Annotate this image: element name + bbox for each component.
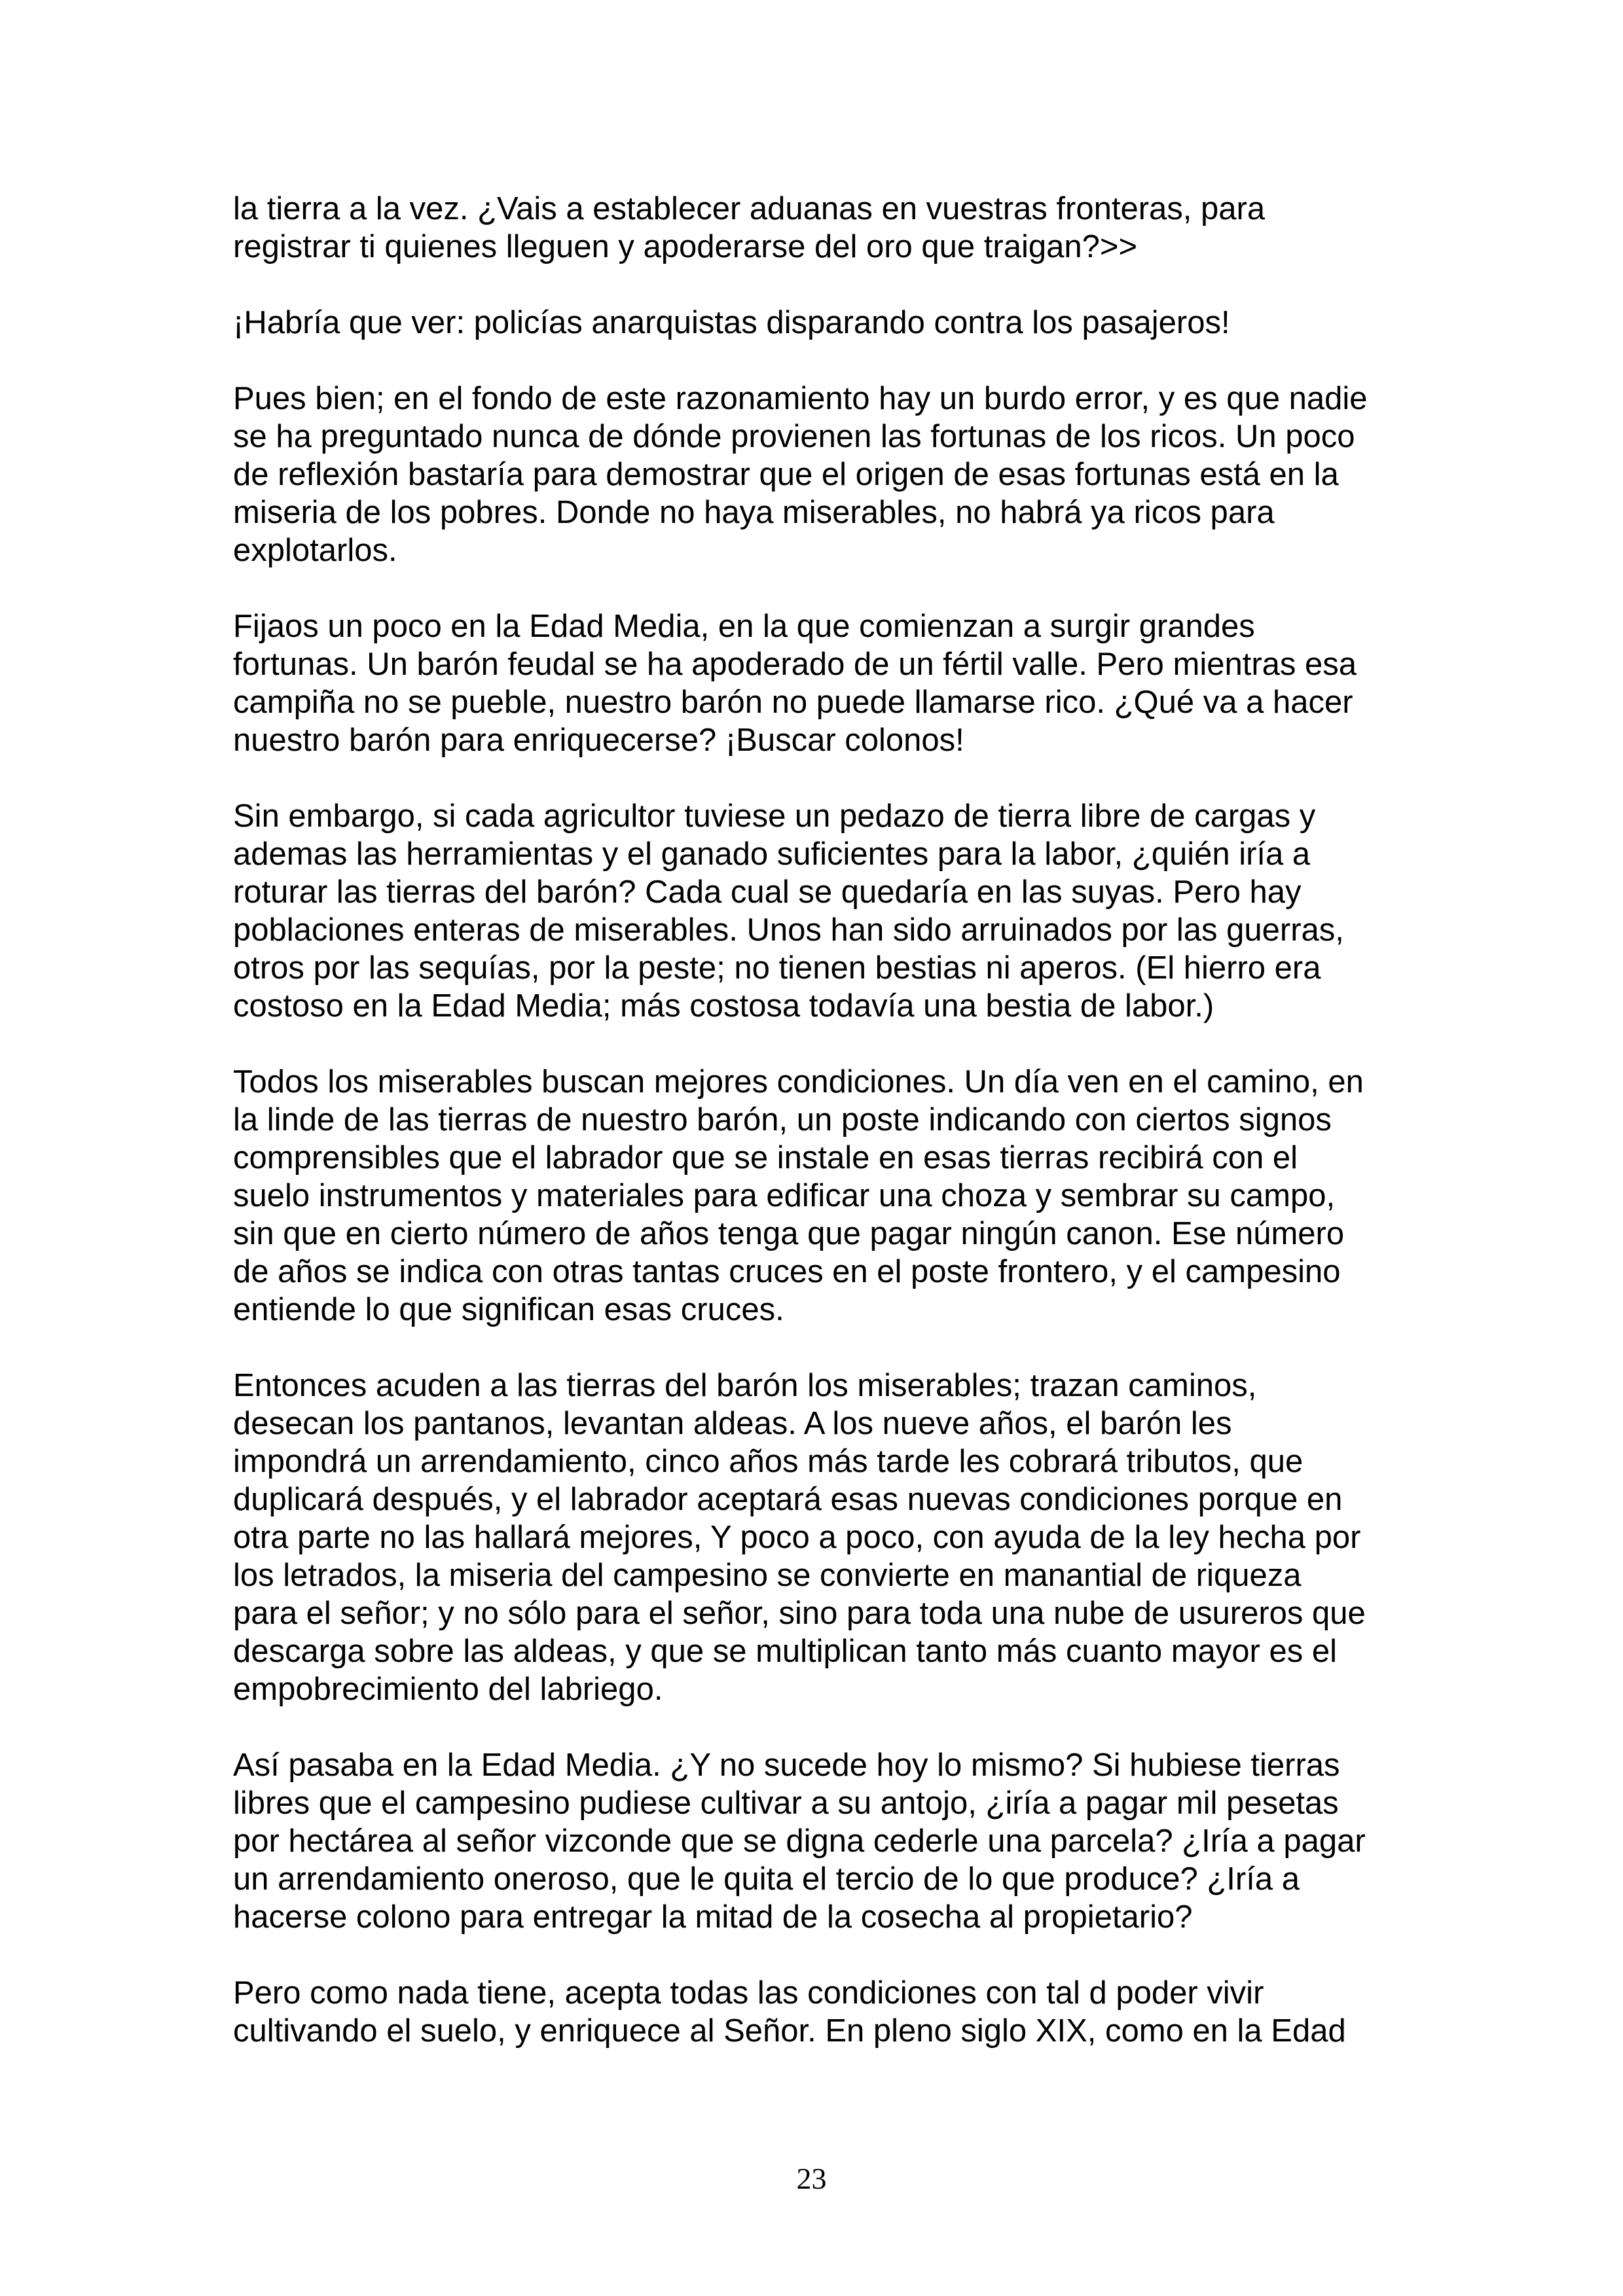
text-line: un arrendamiento oneroso, que le quita el tercio de lo que produce? ¿Iría a [233, 1861, 1300, 1897]
text-line: Pero como nada tiene, acepta todas las condiciones con tal d poder vivir [233, 1975, 1264, 2011]
text-line: registrar ti quienes lleguen y apoderarse del oro que traigan?>> [233, 229, 1138, 264]
text-line: Todos los miserables buscan mejores condiciones. Un día ven en el camino, en [233, 1064, 1364, 1100]
text-line: suelo instrumentos y materiales para edificar una choza y sembrar su campo, [233, 1178, 1336, 1213]
text-line: Pues bien; en el fondo de este razonamiento hay un burdo error, y es que nadie [233, 381, 1368, 416]
text-line: comprensibles que el labrador que se instale en esas tierras recibirá con el [233, 1140, 1298, 1175]
text-line: por hectárea al señor vizconde que se digna cederle una parcela? ¿Iría a pagar [233, 1823, 1366, 1859]
text-line: ademas las herramientas y el ganado suficientes para la labor, ¿quién iría a [233, 836, 1311, 872]
paragraph [233, 1974, 1405, 2050]
body-text [233, 190, 1405, 2088]
text-line: impondrá un arrendamiento, cinco años más tarde les cobrará tributos, que [233, 1444, 1304, 1479]
paragraph [233, 304, 1405, 342]
text-line: la linde de las tierras de nuestro barón, un poste indicando con ciertos signos [233, 1102, 1332, 1138]
text-line: roturar las tierras del barón? Cada cual se quedaría en las suyas. Pero hay [233, 874, 1302, 910]
paragraph [233, 380, 1405, 569]
text-line: libres que el campesino pudiese cultivar a su antojo, ¿iría a pagar mil pesetas [233, 1785, 1339, 1821]
text-line: ¡Habría que ver: policías anarquistas disparando contra los pasajeros! [233, 305, 1230, 340]
text-line: campiña no se pueble, nuestro barón no puede llamarse rico. ¿Qué va a hacer [233, 685, 1353, 720]
text-line: costoso en la Edad Media; más costosa todavía una bestia de labor.) [233, 988, 1214, 1024]
text-line: se ha preguntado nunca de dónde provienen las fortunas de los ricos. Un poco [233, 419, 1355, 454]
text-line: poblaciones enteras de miserables. Unos han sido arruinados por las guerras, [233, 912, 1344, 948]
paragraph [233, 607, 1405, 759]
text-line: entiende lo que significan esas cruces. [233, 1292, 784, 1327]
paragraph [233, 1063, 1405, 1329]
text-line: otra parte no las hallará mejores, Y poco a poco, con ayuda de la ley hecha por [233, 1520, 1361, 1555]
text-line: fortunas. Un barón feudal se ha apoderado de un fértil valle. Pero mientras esa [233, 647, 1357, 682]
text-line: cultivando el suelo, y enriquece al Señor. En pleno siglo XIX, como en la Edad [233, 2013, 1346, 2049]
text-line: para el señor; y no sólo para el señor, sino para toda una nube de usureros que [233, 1596, 1366, 1631]
text-line: sin que en cierto número de años tenga que pagar ningún canon. Ese número [233, 1216, 1345, 1251]
text-line: Sin embargo, si cada agricultor tuviese un pedazo de tierra libre de cargas y [233, 798, 1316, 834]
text-line: los letrados, la miseria del campesino se convierte en manantial de riqueza [233, 1558, 1302, 1593]
text-line: Así pasaba en la Edad Media. ¿Y no sucede hoy lo mismo? Si hubiese tierras [233, 1748, 1340, 1783]
paragraph [233, 1746, 1405, 1936]
text-line: miseria de los pobres. Donde no haya miserables, no habrá ya ricos para [233, 495, 1275, 530]
page-number: 23 [796, 2162, 827, 2195]
text-line: otros por las sequías, por la peste; no tienen bestias ni aperos. (El hierro era [233, 950, 1321, 986]
text-line: duplicará después, y el labrador aceptará esas nuevas condiciones porque en [233, 1482, 1343, 1517]
text-line: la tierra a la vez. ¿Vais a establecer aduanas en vuestras fronteras, para [233, 191, 1266, 226]
text-line: desecan los pantanos, levantan aldeas. A los nueve años, el barón les [233, 1406, 1232, 1441]
text-line: Entonces acuden a las tierras del barón los miserables; trazan caminos, [233, 1368, 1257, 1403]
text-line: descarga sobre las aldeas, y que se multiplican tanto más cuanto mayor es el [233, 1634, 1337, 1669]
text-line: hacerse colono para entregar la mitad de la cosecha al propietario? [233, 1899, 1193, 1935]
paragraph [233, 797, 1405, 1025]
text-line: de reflexión bastaría para demostrar que el origen de esas fortunas está en la [233, 457, 1339, 492]
paragraph [233, 1367, 1405, 1708]
text-line: empobrecimiento del labriego. [233, 1672, 663, 1707]
text-line: Fijaos un poco en la Edad Media, en la que comienzan a surgir grandes [233, 609, 1255, 644]
text-line: de años se indica con otras tantas cruces en el poste frontero, y el campesino [233, 1254, 1341, 1289]
text-line: explotarlos. [233, 533, 397, 568]
text-line: nuestro barón para enriquecerse? ¡Buscar colonos! [233, 723, 964, 758]
paragraph [233, 190, 1405, 266]
